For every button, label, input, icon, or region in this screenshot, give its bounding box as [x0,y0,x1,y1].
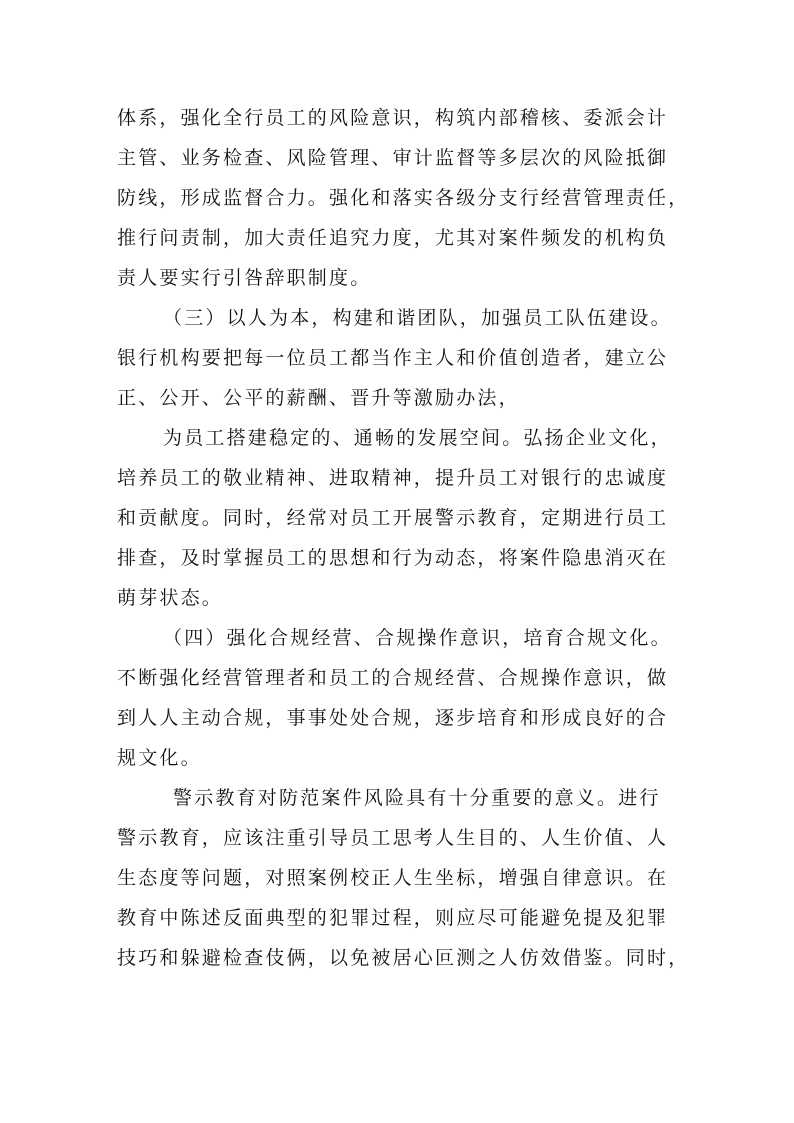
text-line: 到人人主动合规，事事处处合规，逐步培育和形成良好的合 [117,707,669,729]
text-line: 培养员工的敬业精神、进取精神，提升员工对银行的忠诚度 [117,467,669,489]
paragraph-section-four [117,618,683,778]
text-line: 为员工搭建稳定的、通畅的发展空间。弘扬企业文化， [163,427,672,449]
text-line: 萌芽状态。 [117,587,224,609]
text-line: 正、公开、公平的薪酬、晋升等激励办法， [117,387,520,409]
paragraph-risk-control [117,98,690,298]
paragraph-section-three [117,298,683,418]
paragraph-warning-education [117,778,690,978]
text-line: 排查，及时掌握员工的思想和行为动态，将案件隐患消灭在 [117,547,669,569]
text-line: 生态度等问题，对照案例校正人生坐标，增强自律意识。在 [117,867,669,889]
text-line: 和贡献度。同时，经常对员工开展警示教育，定期进行员工 [117,507,669,529]
text-line: 技巧和躲避检查伎俩，以免被居心叵测之人仿效借鉴。同时， [117,947,690,969]
section-heading-line: （四）强化合规经营、合规操作意识，培育合规文化。 [163,627,672,649]
text-line: 警示教育对防范案件风险具有十分重要的意义。进行 [173,787,661,809]
text-line: 防线，形成监督合力。强化和落实各级分支行经营管理责任， [117,187,690,209]
document-body [117,98,690,978]
text-line: 规文化。 [117,747,202,769]
text-line: 主管、业务检查、风险管理、审计监督等多层次的风险抵御 [117,147,669,169]
section-heading-line: （三）以人为本，构建和谐团队，加强员工队伍建设。 [163,307,672,329]
text-line: 推行问责制，加大责任追究力度，尤其对案件频发的机构负 [117,227,669,249]
paragraph-employee-development [117,418,683,618]
text-line: 教育中陈述反面典型的犯罪过程，则应尽可能避免提及犯罪 [117,907,669,929]
text-line: 责人要实行引咎辞职制度。 [117,267,372,289]
text-line: 不断强化经营管理者和员工的合规经营、合规操作意识，做 [117,667,669,689]
text-line: 警示教育，应该注重引导员工思考人生目的、人生价值、人 [117,827,669,849]
text-line: 银行机构要把每一位员工都当作主人和价值创造者，建立公 [117,347,669,369]
text-line: 体系，强化全行员工的风险意识，构筑内部稽核、委派会计 [117,107,669,129]
